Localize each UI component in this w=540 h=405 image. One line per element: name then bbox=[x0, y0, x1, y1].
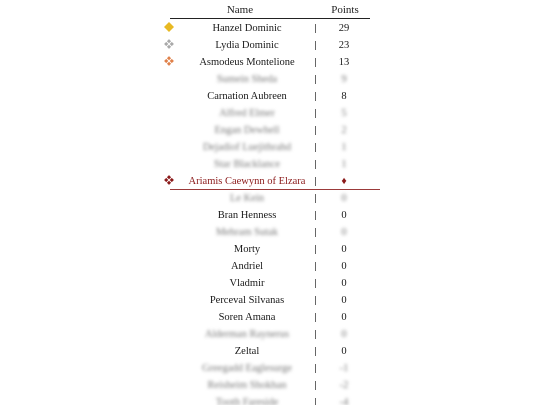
player-name: Greegadd Eaglesurge bbox=[202, 363, 292, 374]
player-points: 29 bbox=[338, 23, 350, 34]
scoreboard-row bbox=[160, 20, 380, 37]
scoreboard-row bbox=[160, 258, 380, 275]
player-name: Bran Henness bbox=[217, 210, 277, 221]
player-points: 0 bbox=[341, 346, 347, 357]
column-divider bbox=[315, 211, 316, 220]
column-divider bbox=[315, 347, 316, 356]
scoreboard-row bbox=[160, 105, 380, 122]
player-name: Zeltal bbox=[234, 346, 260, 357]
column-divider bbox=[315, 398, 316, 405]
scoreboard-row bbox=[160, 275, 380, 292]
column-divider bbox=[315, 177, 316, 186]
player-points: 1 bbox=[341, 142, 347, 153]
column-divider bbox=[315, 381, 316, 390]
player-name: Asmodeus Montelione bbox=[199, 57, 295, 68]
player-points: ♦ bbox=[341, 176, 347, 187]
scoreboard-row bbox=[160, 190, 380, 207]
points-column-header: Points bbox=[331, 4, 359, 16]
scoreboard-row bbox=[160, 326, 380, 343]
player-points: -2 bbox=[339, 380, 349, 391]
player-name: Dejadiof Luejithrahd bbox=[202, 142, 292, 153]
player-name: Sumein Sheda bbox=[216, 74, 278, 85]
column-divider bbox=[315, 313, 316, 322]
player-name: Hanzel Dominic bbox=[212, 23, 282, 34]
player-points: 0 bbox=[341, 261, 347, 272]
player-points: 5 bbox=[341, 108, 347, 119]
scoreboard-row bbox=[160, 156, 380, 173]
player-points: 2 bbox=[341, 125, 347, 136]
scoreboard-row bbox=[160, 377, 380, 394]
player-points: 0 bbox=[341, 278, 347, 289]
player-points: 0 bbox=[341, 295, 347, 306]
player-points: 8 bbox=[341, 91, 347, 102]
column-divider bbox=[315, 41, 316, 50]
player-points: 0 bbox=[341, 244, 347, 255]
column-divider bbox=[315, 279, 316, 288]
player-name: Tooth Fareside bbox=[215, 397, 279, 405]
scoreboard-row bbox=[160, 343, 380, 360]
column-divider bbox=[315, 75, 316, 84]
player-name: Alderman Raynerus bbox=[204, 329, 290, 340]
scoreboard-row bbox=[160, 139, 380, 156]
player-points: -1 bbox=[339, 363, 349, 374]
scoreboard-row bbox=[160, 37, 380, 54]
player-name: Engan Dewhell bbox=[214, 125, 280, 136]
scoreboard-row bbox=[160, 88, 380, 105]
current-player-underline bbox=[170, 189, 380, 190]
column-divider bbox=[315, 92, 316, 101]
scoreboard-row bbox=[160, 309, 380, 326]
scoreboard-row bbox=[160, 54, 380, 71]
player-name: Andriel bbox=[230, 261, 264, 272]
player-name: Morty bbox=[233, 244, 261, 255]
scoreboard-row-current-player bbox=[160, 173, 380, 190]
scoreboard-row bbox=[160, 122, 380, 139]
column-divider bbox=[315, 296, 316, 305]
column-divider bbox=[315, 194, 316, 203]
column-divider bbox=[315, 228, 316, 237]
column-divider bbox=[315, 109, 316, 118]
player-points: 0 bbox=[341, 312, 347, 323]
column-divider bbox=[315, 143, 316, 152]
player-points: 0 bbox=[341, 210, 347, 221]
column-divider bbox=[315, 24, 316, 33]
scoreboard-row bbox=[160, 224, 380, 241]
player-points: 9 bbox=[341, 74, 347, 85]
player-points: 0 bbox=[341, 329, 347, 340]
player-name: Alfred Elmer bbox=[219, 108, 275, 119]
player-points: 0 bbox=[341, 227, 347, 238]
column-divider bbox=[315, 330, 316, 339]
scoreboard-row bbox=[160, 207, 380, 224]
player-name: Mehram Sutak bbox=[215, 227, 279, 238]
player-name: Vladmir bbox=[229, 278, 265, 289]
player-name: Perceval Silvanas bbox=[209, 295, 285, 306]
column-divider bbox=[315, 245, 316, 254]
name-column-header: Name bbox=[226, 4, 254, 16]
player-name: Reisheim Shokhan bbox=[207, 380, 287, 391]
player-name: Le Kein bbox=[229, 193, 265, 204]
scoreboard-row bbox=[160, 71, 380, 88]
header-divider bbox=[170, 18, 370, 19]
column-divider bbox=[315, 126, 316, 135]
scoreboard-row bbox=[160, 241, 380, 258]
player-name: Ariamis Caewynn of Elzara bbox=[188, 176, 306, 187]
column-divider bbox=[315, 58, 316, 67]
player-points: 13 bbox=[338, 57, 350, 68]
player-points: 0 bbox=[341, 193, 347, 204]
column-divider bbox=[315, 364, 316, 373]
column-divider bbox=[315, 262, 316, 271]
player-points: -4 bbox=[339, 397, 349, 405]
player-name: Soren Amana bbox=[218, 312, 276, 323]
scoreboard-row bbox=[160, 292, 380, 309]
player-points: 23 bbox=[338, 40, 350, 51]
player-name: Star Blacklance bbox=[213, 159, 281, 170]
player-points: 1 bbox=[341, 159, 347, 170]
scoreboard-row bbox=[160, 394, 380, 405]
column-divider bbox=[315, 160, 316, 169]
player-name: Lydia Dominic bbox=[215, 40, 279, 51]
player-name: Carnation Aubreen bbox=[207, 91, 287, 102]
scoreboard-row bbox=[160, 360, 380, 377]
